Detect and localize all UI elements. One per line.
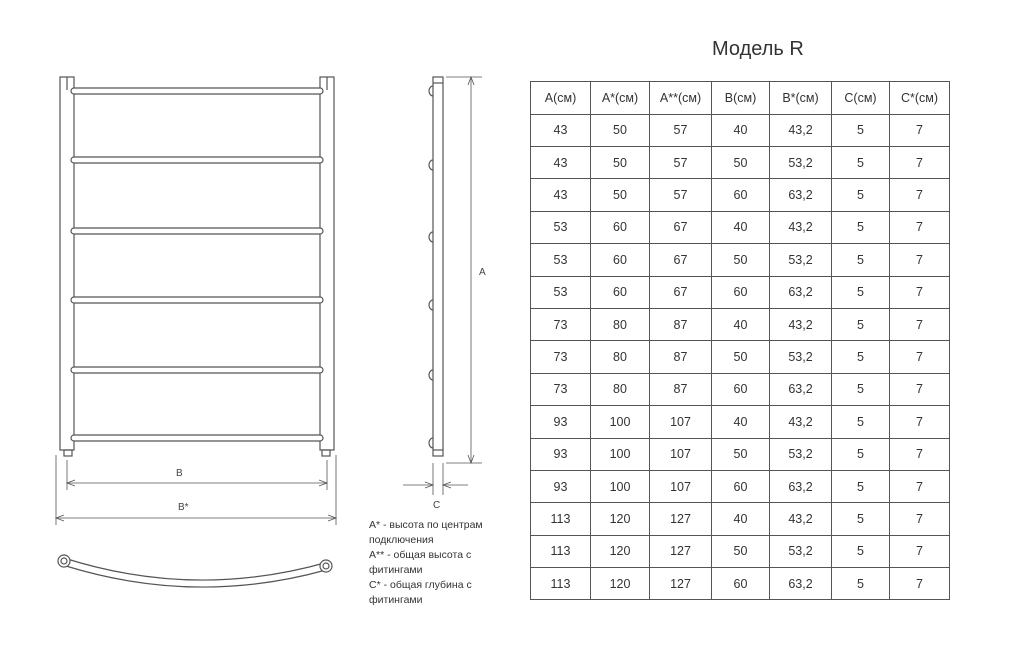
front-view	[56, 77, 336, 525]
table-header-row	[531, 82, 950, 115]
table-row	[531, 406, 950, 438]
table-cell: 7	[890, 308, 950, 340]
legend	[369, 518, 483, 608]
table-cell: 113	[531, 568, 591, 600]
table-cell: 43,2	[770, 308, 832, 340]
table-cell: 5	[832, 535, 890, 567]
table-cell: 107	[650, 470, 712, 502]
table-cell: 7	[890, 470, 950, 502]
table-cell: 113	[531, 535, 591, 567]
table-cell: 120	[591, 568, 650, 600]
table-cell: 80	[591, 341, 650, 373]
table-cell: 100	[591, 470, 650, 502]
label-b-star: B*	[178, 502, 189, 513]
table-cell: 60	[591, 211, 650, 243]
table-cell: 73	[531, 373, 591, 405]
table-row	[531, 438, 950, 470]
table-cell: 5	[832, 470, 890, 502]
table-cell: 7	[890, 276, 950, 308]
table-cell: 50	[712, 146, 770, 178]
table-row	[531, 146, 950, 178]
table-cell: 63,2	[770, 179, 832, 211]
table-cell: 80	[591, 373, 650, 405]
table-cell: 40	[712, 114, 770, 146]
table-cell: 43	[531, 114, 591, 146]
table-cell: 50	[712, 341, 770, 373]
column-header: C*(см)	[890, 82, 950, 115]
spec-table	[530, 81, 950, 600]
table-cell: 57	[650, 114, 712, 146]
table-cell: 60	[712, 568, 770, 600]
table-cell: 40	[712, 503, 770, 535]
table-row	[531, 373, 950, 405]
table-cell: 7	[890, 341, 950, 373]
table-cell: 7	[890, 146, 950, 178]
table-cell: 63,2	[770, 470, 832, 502]
legend-line: A* - высота по центрам	[369, 519, 483, 531]
table-cell: 43	[531, 179, 591, 211]
table-row	[531, 244, 950, 276]
table-cell: 127	[650, 568, 712, 600]
table-cell: 53	[531, 244, 591, 276]
column-header: B(см)	[712, 82, 770, 115]
table-row	[531, 308, 950, 340]
table-cell: 7	[890, 373, 950, 405]
table-cell: 50	[591, 114, 650, 146]
table-cell: 5	[832, 211, 890, 243]
table-cell: 53,2	[770, 146, 832, 178]
table-cell: 87	[650, 308, 712, 340]
table-cell: 53,2	[770, 535, 832, 567]
table-cell: 7	[890, 406, 950, 438]
table-cell: 73	[531, 308, 591, 340]
table-cell: 57	[650, 179, 712, 211]
table-cell: 7	[890, 568, 950, 600]
table-cell: 5	[832, 276, 890, 308]
table-row	[531, 470, 950, 502]
table-cell: 53,2	[770, 341, 832, 373]
table-row	[531, 503, 950, 535]
table-cell: 80	[591, 308, 650, 340]
legend-line: A** - общая высота с	[369, 549, 472, 561]
table-cell: 67	[650, 276, 712, 308]
table-cell: 5	[832, 438, 890, 470]
legend-line: подключения	[369, 534, 434, 546]
table-row	[531, 211, 950, 243]
table-cell: 60	[712, 276, 770, 308]
table-cell: 43,2	[770, 406, 832, 438]
table-cell: 7	[890, 179, 950, 211]
label-b: B	[176, 468, 183, 479]
table-cell: 40	[712, 308, 770, 340]
table-cell: 53	[531, 276, 591, 308]
table-cell: 67	[650, 244, 712, 276]
table-cell: 7	[890, 535, 950, 567]
table-row	[531, 276, 950, 308]
table-cell: 50	[712, 244, 770, 276]
table-cell: 60	[591, 276, 650, 308]
table-cell: 100	[591, 406, 650, 438]
table-cell: 87	[650, 341, 712, 373]
table-cell: 107	[650, 406, 712, 438]
label-c: C	[433, 500, 441, 511]
table-cell: 60	[712, 179, 770, 211]
table-row	[531, 179, 950, 211]
table-cell: 63,2	[770, 373, 832, 405]
table-cell: 5	[832, 244, 890, 276]
table-cell: 5	[832, 373, 890, 405]
table-cell: 53	[531, 211, 591, 243]
legend-line: C* - общая глубина с	[369, 579, 472, 591]
table-row	[531, 568, 950, 600]
table-cell: 87	[650, 373, 712, 405]
column-header: B*(см)	[770, 82, 832, 115]
table-cell: 127	[650, 535, 712, 567]
table-cell: 53,2	[770, 438, 832, 470]
table-cell: 113	[531, 503, 591, 535]
label-a: A	[479, 267, 486, 278]
table-cell: 63,2	[770, 568, 832, 600]
table-cell: 7	[890, 503, 950, 535]
table-body	[531, 114, 950, 600]
table-cell: 120	[591, 503, 650, 535]
legend-line: фитингами	[369, 594, 423, 606]
table-cell: 7	[890, 211, 950, 243]
table-cell: 67	[650, 211, 712, 243]
side-view	[403, 77, 482, 495]
table-cell: 7	[890, 244, 950, 276]
table-cell: 5	[832, 341, 890, 373]
table-cell: 43,2	[770, 503, 832, 535]
table-cell: 5	[832, 179, 890, 211]
table-cell: 57	[650, 146, 712, 178]
table-cell: 5	[832, 568, 890, 600]
table-cell: 50	[712, 438, 770, 470]
table-cell: 5	[832, 308, 890, 340]
table-cell: 63,2	[770, 276, 832, 308]
page-title: Модель R	[712, 38, 804, 60]
table-cell: 120	[591, 535, 650, 567]
table-cell: 107	[650, 438, 712, 470]
table-cell: 40	[712, 406, 770, 438]
table-cell: 7	[890, 114, 950, 146]
table-cell: 5	[832, 503, 890, 535]
table-row	[531, 341, 950, 373]
table-cell: 43,2	[770, 114, 832, 146]
column-header: A*(см)	[591, 82, 650, 115]
table-cell: 50	[591, 179, 650, 211]
table-cell: 5	[832, 146, 890, 178]
table-cell: 53,2	[770, 244, 832, 276]
table-cell: 73	[531, 341, 591, 373]
table-cell: 93	[531, 470, 591, 502]
table-cell: 7	[890, 438, 950, 470]
table-cell: 50	[591, 146, 650, 178]
table-row	[531, 535, 950, 567]
table-cell: 60	[712, 373, 770, 405]
table-cell: 50	[712, 535, 770, 567]
table-cell: 127	[650, 503, 712, 535]
column-header: A(см)	[531, 82, 591, 115]
top-view	[58, 555, 332, 587]
column-header: C(см)	[832, 82, 890, 115]
column-header: A**(см)	[650, 82, 712, 115]
table-cell: 93	[531, 406, 591, 438]
table-cell: 60	[712, 470, 770, 502]
table-row	[531, 114, 950, 146]
table-cell: 5	[832, 406, 890, 438]
table-cell: 43,2	[770, 211, 832, 243]
table-cell: 93	[531, 438, 591, 470]
legend-line: фитингами	[369, 564, 423, 576]
table-cell: 5	[832, 114, 890, 146]
table-cell: 43	[531, 146, 591, 178]
table-cell: 100	[591, 438, 650, 470]
table-cell: 40	[712, 211, 770, 243]
table-cell: 60	[591, 244, 650, 276]
